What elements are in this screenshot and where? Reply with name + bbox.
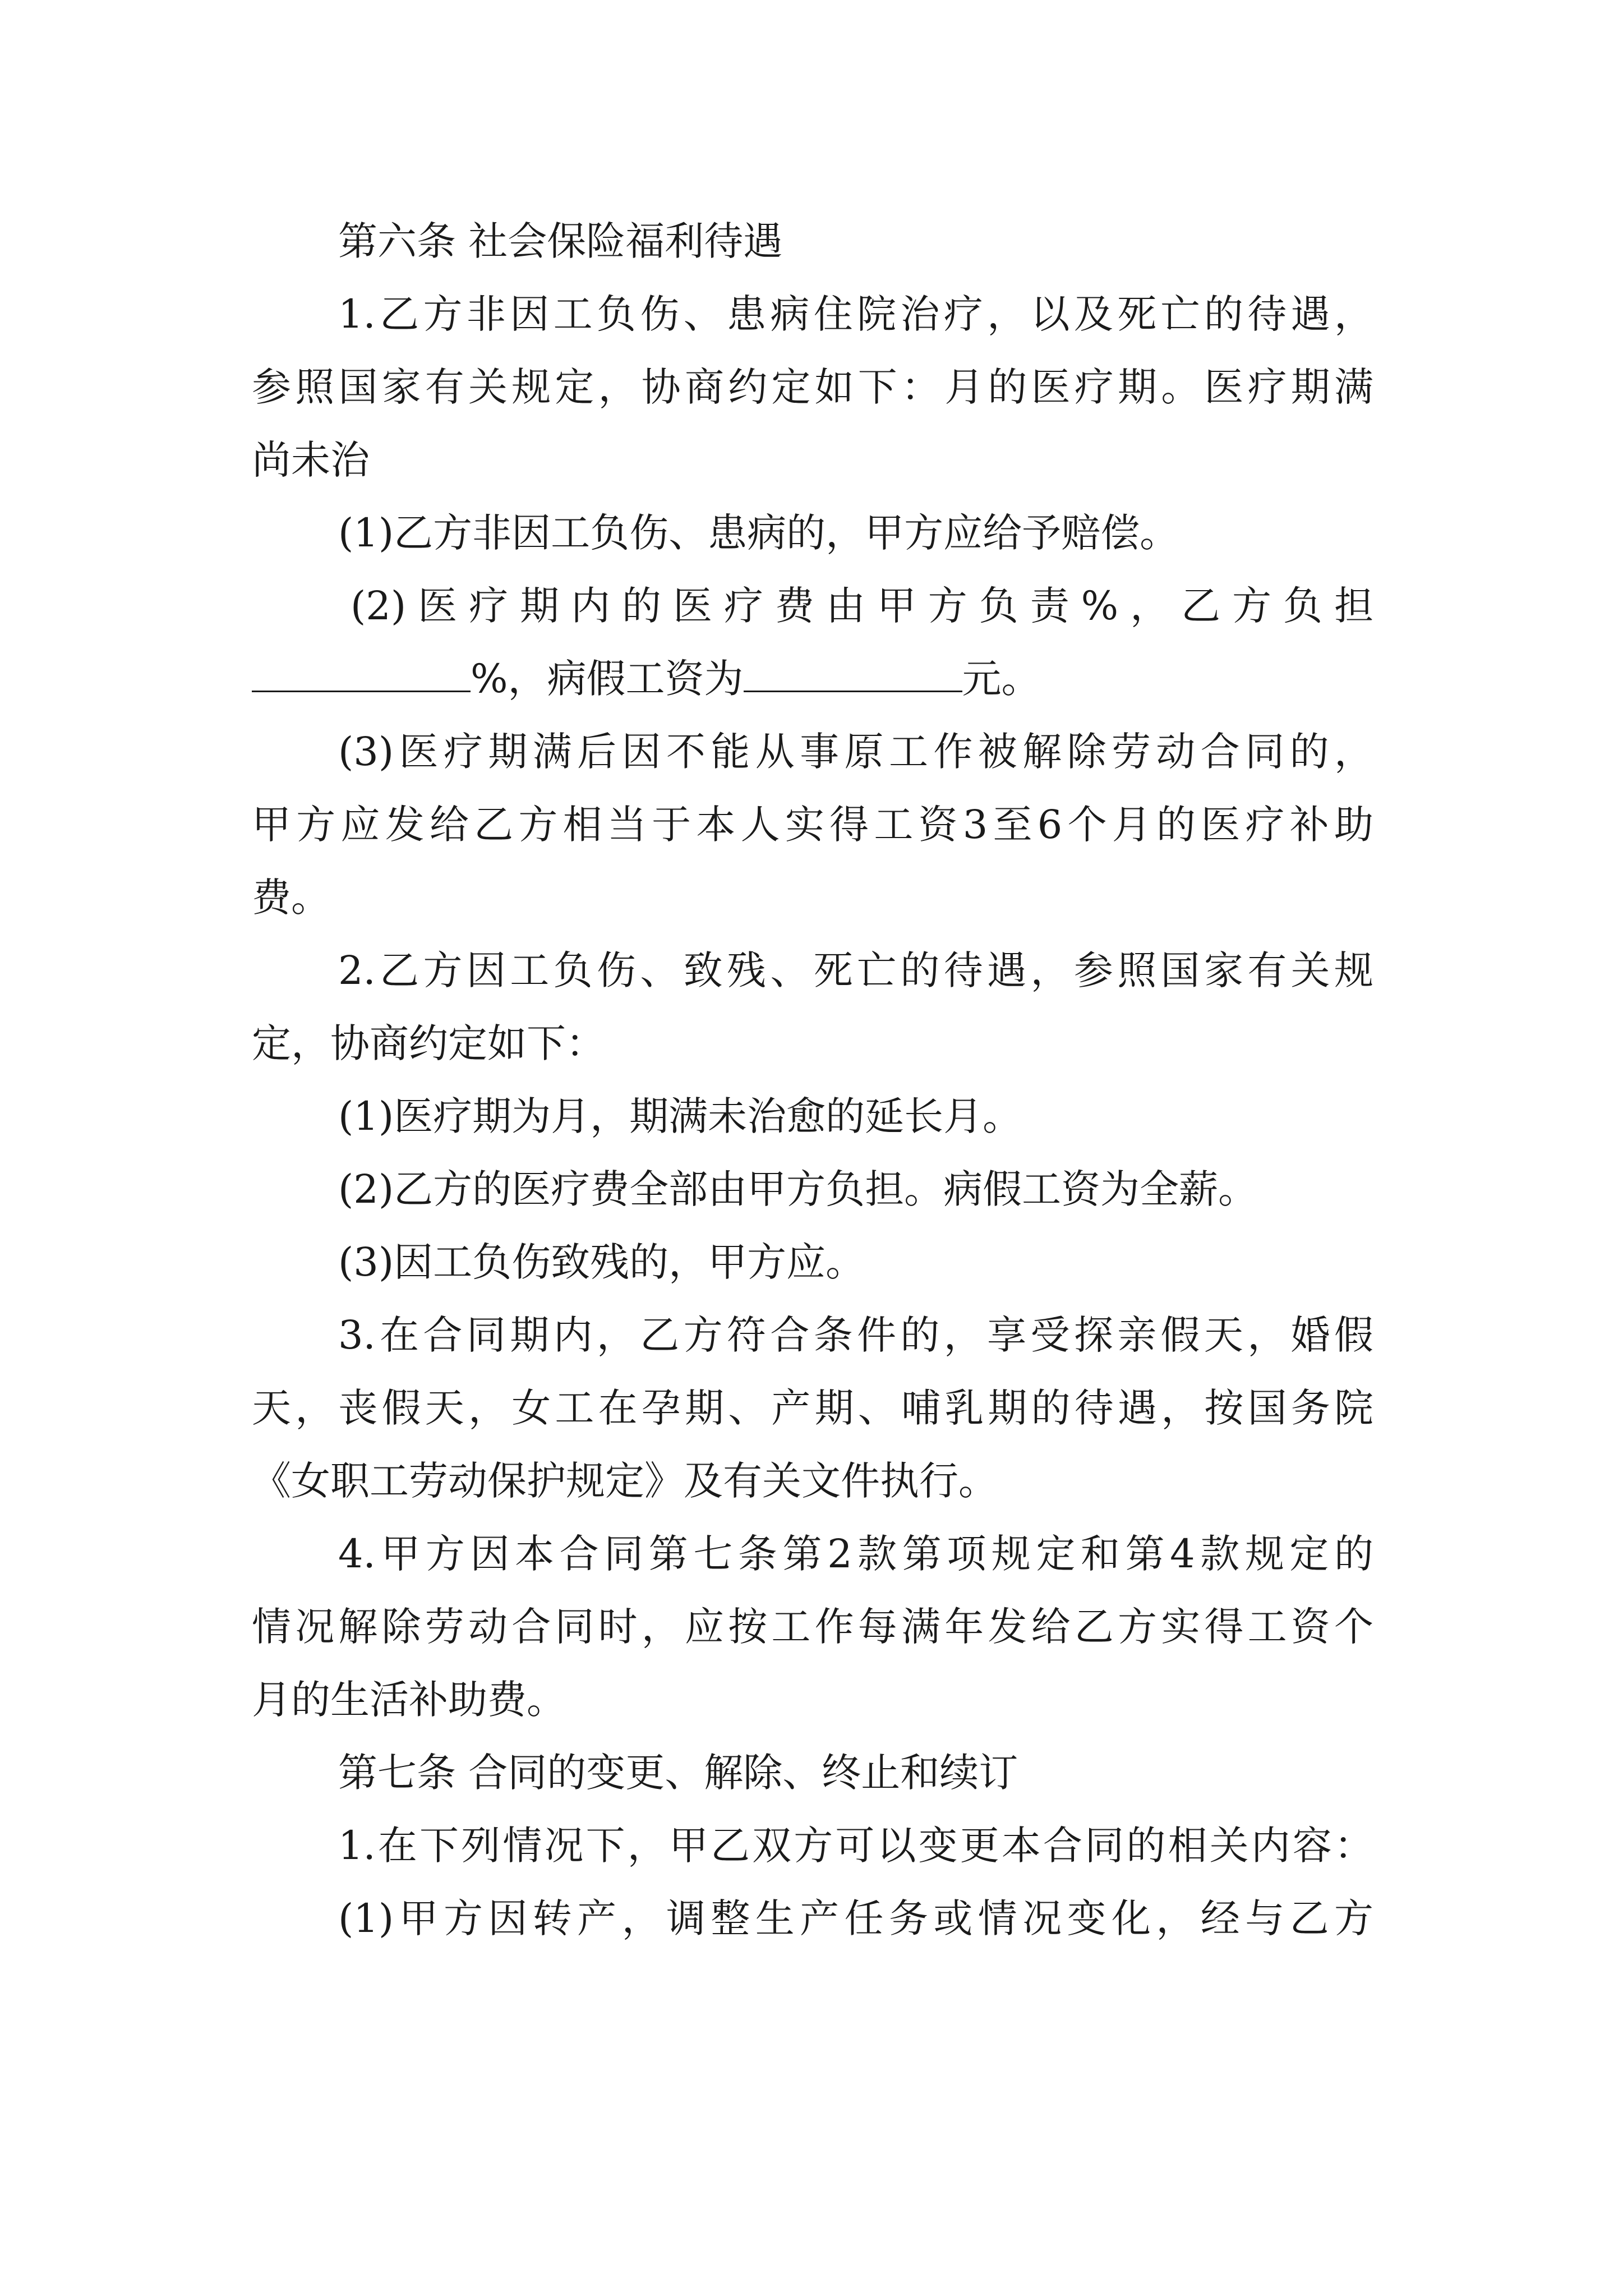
article-7-item-1-sub-1: (1)甲方因转产，调整生产任务或情况变化，经与乙方 [338,1895,1373,1941]
article-6-item-1-line-3: 尚未治 [252,437,370,483]
article-6-item-2-line-1: 2.乙方因工负伤、致残、死亡的待遇，参照国家有关规 [338,947,1373,993]
article-6-item-2-line-2: 定，协商约定如下： [252,1020,605,1066]
article-6-heading: 第六条 社会保险福利待遇 [338,218,783,264]
article-6-item-1-line-2: 参照国家有关规定，协商约定如下：月的医疗期。医疗期满 [252,364,1373,410]
article-6-sub-3-line-1: (3)医疗期满后因不能从事原工作被解除劳动合同的， [338,729,1373,775]
article-6-item-3-line-1: 3.在合同期内，乙方符合条件的，享受探亲假天，婚假 [338,1312,1373,1358]
article-6-sub-3-line-2: 甲方应发给乙方相当于本人实得工资3至6个月的医疗补助 [252,802,1373,848]
article-7-item-1: 1.在下列情况下，甲乙双方可以变更本合同的相关内容： [338,1823,1373,1869]
fill-in-blank-amount [744,657,962,692]
article-6-sub-2-line-1: (2)医疗期内的医疗费由甲方负责%，乙方负担 [351,583,1373,629]
article-6-item-1-line-1: 1.乙方非因工负伤、患病住院治疗，以及死亡的待遇， [338,291,1373,337]
article-6-item-2-sub-3: (3)因工负伤致残的，甲方应。 [338,1239,865,1285]
article-6-sub-1: (1)乙方非因工负伤、患病的，甲方应给予赔偿。 [338,510,1179,556]
article-6-sub-2-line-2 [252,651,1041,707]
article-6-item-2-sub-2: (2)乙方的医疗费全部由甲方负担。病假工资为全薪。 [338,1166,1258,1212]
article-6-item-4-line-2: 情况解除劳动合同时，应按工作每满年发给乙方实得工资个 [252,1604,1373,1650]
article-6-item-2-sub-1: (1)医疗期为月，期满未治愈的延长月。 [338,1093,1022,1139]
article-6-item-4-line-1: 4.甲方因本合同第七条第2款第项规定和第4款规定的 [338,1531,1373,1577]
article-6-item-4-line-3: 月的生活补助费。 [252,1677,566,1723]
article-6-item-3-line-2: 天，丧假天，女工在孕期、产期、哺乳期的待遇，按国务院 [252,1385,1373,1431]
sick-pay-label: %，病假工资为 [471,656,744,702]
article-6-sub-3-line-3: 费。 [252,875,330,921]
article-7-heading: 第七条 合同的变更、解除、终止和续订 [338,1750,1018,1796]
fill-in-blank-percent [252,657,471,692]
article-6-item-3-line-3: 《女职工劳动保护规定》及有关文件执行。 [252,1458,998,1504]
currency-unit: 元。 [962,656,1041,702]
